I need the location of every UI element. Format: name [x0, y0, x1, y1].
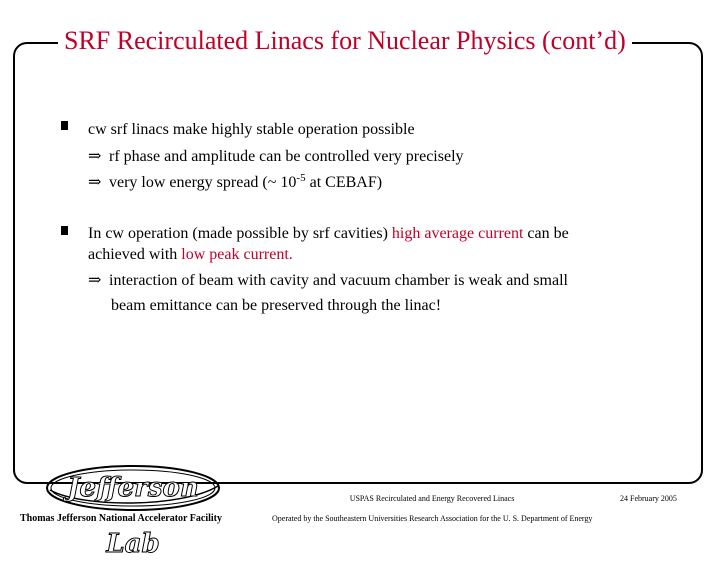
bullet-square-icon [61, 226, 68, 235]
slide-title: SRF Recirculated Linacs for Nuclear Physics (cont’d) [58, 22, 632, 60]
bullet-2-line-1: In cw operation (made possible by srf cavities) high average current can be [88, 225, 569, 242]
bullet-2-line-2: achieved with low peak current. [88, 246, 293, 263]
implies-arrow-icon: ⇒ [88, 174, 102, 191]
bullet-2-sub-1-cont: beam emittance can be preserved through the linac! [111, 297, 442, 314]
bullet-2-sub-1: ⇒ interaction of beam with cavity and vacuum chamber is weak and small [88, 268, 568, 293]
highlight-high-average-current: high average current [391, 225, 524, 242]
bullet-1-sub-1: ⇒ rf phase and amplitude can be controlled very precisely [88, 144, 464, 169]
implies-arrow-icon: ⇒ [88, 272, 102, 289]
footer-date: 24 February 2005 [620, 494, 677, 503]
bullet-1-text: cw srf linacs make highly stable operation possible [88, 121, 415, 138]
bullet-square-icon [61, 121, 68, 130]
logo-text: Jefferson Lab [67, 473, 199, 559]
footer-operator: Operated by the Southeastern Universities Research Association for the U. S. Department of Energy [272, 514, 593, 523]
highlight-low-peak-current: low peak current. [181, 246, 293, 263]
footer-course: USPAS Recirculated and Energy Recovered Linacs [349, 494, 515, 503]
bullet-1-sub-2: ⇒ very low energy spread (~ $10^{-5}$ at CEBAF) [88, 170, 382, 195]
implies-arrow-icon: ⇒ [88, 148, 102, 165]
footer-lab-name: Thomas Jefferson National Accelerator Facility [20, 513, 222, 524]
